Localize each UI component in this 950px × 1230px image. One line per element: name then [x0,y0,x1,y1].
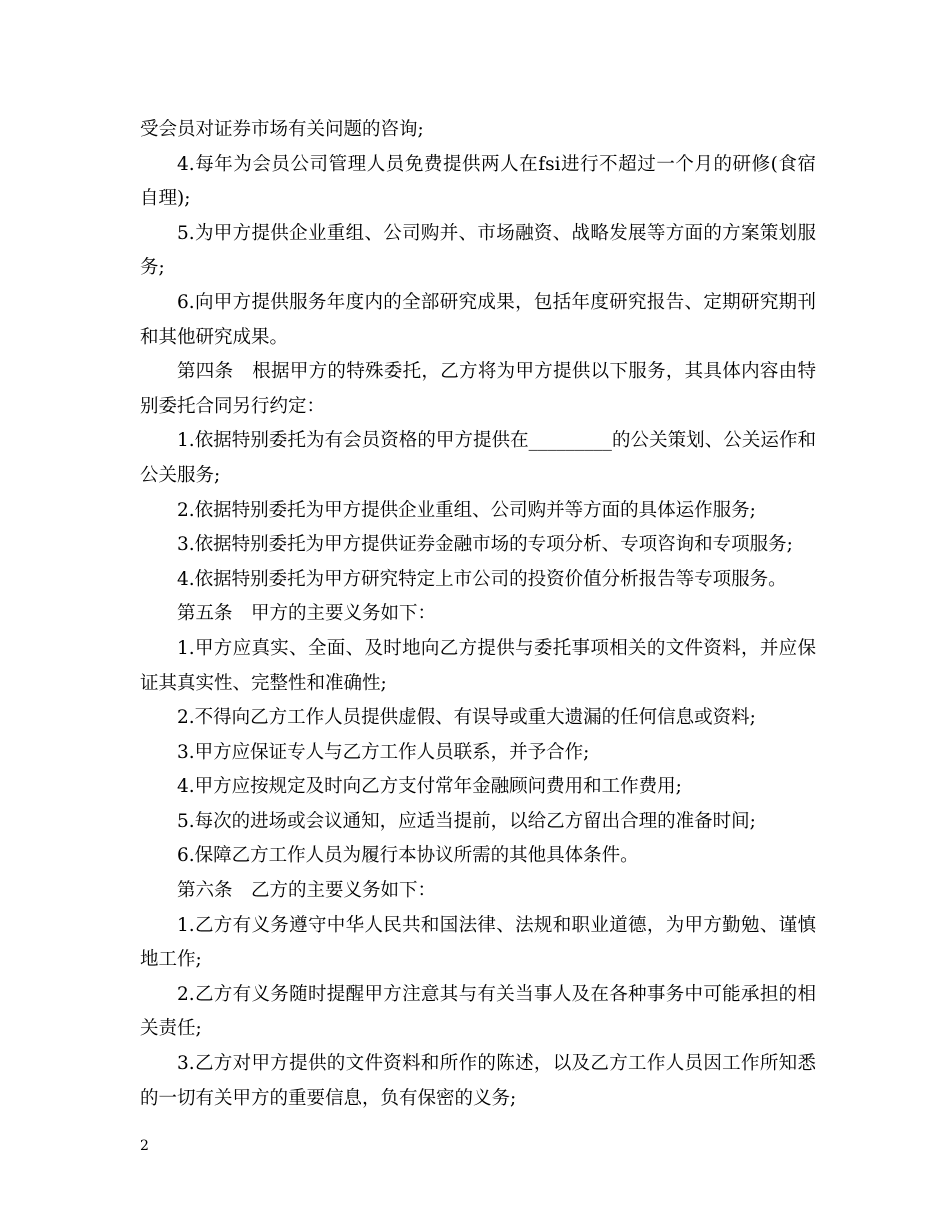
paragraph: 2.不得向乙方工作人员提供虚假、有误导或重大遗漏的任何信息或资料; [177,707,756,729]
paragraph: 5.为甲方提供企业重组、公司购并、市场融资、战略发展等方面的方案策划服务; [140,222,816,279]
paragraph: 2.依据特别委托为甲方提供企业重组、公司购并等方面的具体运作服务; [177,499,756,521]
paragraph: 1.甲方应真实、全面、及时地向乙方提供与委托事项相关的文件资料，并应保证其真实性、完整性和准确性; [140,637,816,694]
paragraph: 第六条 乙方的主要义务如下： [177,880,437,902]
paragraph: 第五条 甲方的主要义务如下： [177,603,437,625]
paragraph: 4.甲方应按规定及时向乙方支付常年金融顾问费用和工作费用; [177,776,682,798]
paragraph: 3.依据特别委托为甲方提供证券金融市场的专项分析、专项咨询和专项服务; [177,534,793,556]
paragraph: 3.甲方应保证专人与乙方工作人员联系，并予合作; [177,741,590,763]
paragraph: 6.保障乙方工作人员为履行本协议所需的其他具体条件。 [177,845,639,867]
paragraph: 1.依据特别委托为有会员资格的甲方提供在_________的公关策划、公关运作和公关服务; [140,430,816,486]
document-body [140,113,816,1116]
page-number: 2 [140,1138,149,1154]
paragraph: 第四条 根据甲方的特殊委托，乙方将为甲方提供以下服务，其具体内容由特别委托合同另行约定： [140,361,816,417]
paragraph: 6.向甲方提供服务年度内的全部研究成果，包括年度研究报告、定期研究期刊和其他研究成果。 [140,291,816,348]
paragraph: 受会员对证券市场有关问题的咨询; [140,119,424,140]
paragraph: 4.依据特别委托为甲方研究特定上市公司的投资价值分析报告等专项服务。 [177,568,787,590]
paragraph: 4.每年为会员公司管理人员免费提供两人在fsi进行不超过一个月的研修(食宿自理); [140,153,816,210]
paragraph: 3.乙方对甲方提供的文件资料和所作的陈述，以及乙方工作人员因工作所知悉的一切有关甲方的重要信息，负有保密的义务; [140,1053,816,1109]
paragraph: 2.乙方有义务随时提醒甲方注意其与有关当事人及在各种事务中可能承担的相关责任; [140,983,816,1040]
paragraph: 5.每次的进场或会议通知，应适当提前，以给乙方留出合理的准备时间; [177,810,756,832]
paragraph: 1.乙方有义务遵守中华人民共和国法律、法规和职业道德，为甲方勤勉、谨慎地工作; [140,914,816,971]
